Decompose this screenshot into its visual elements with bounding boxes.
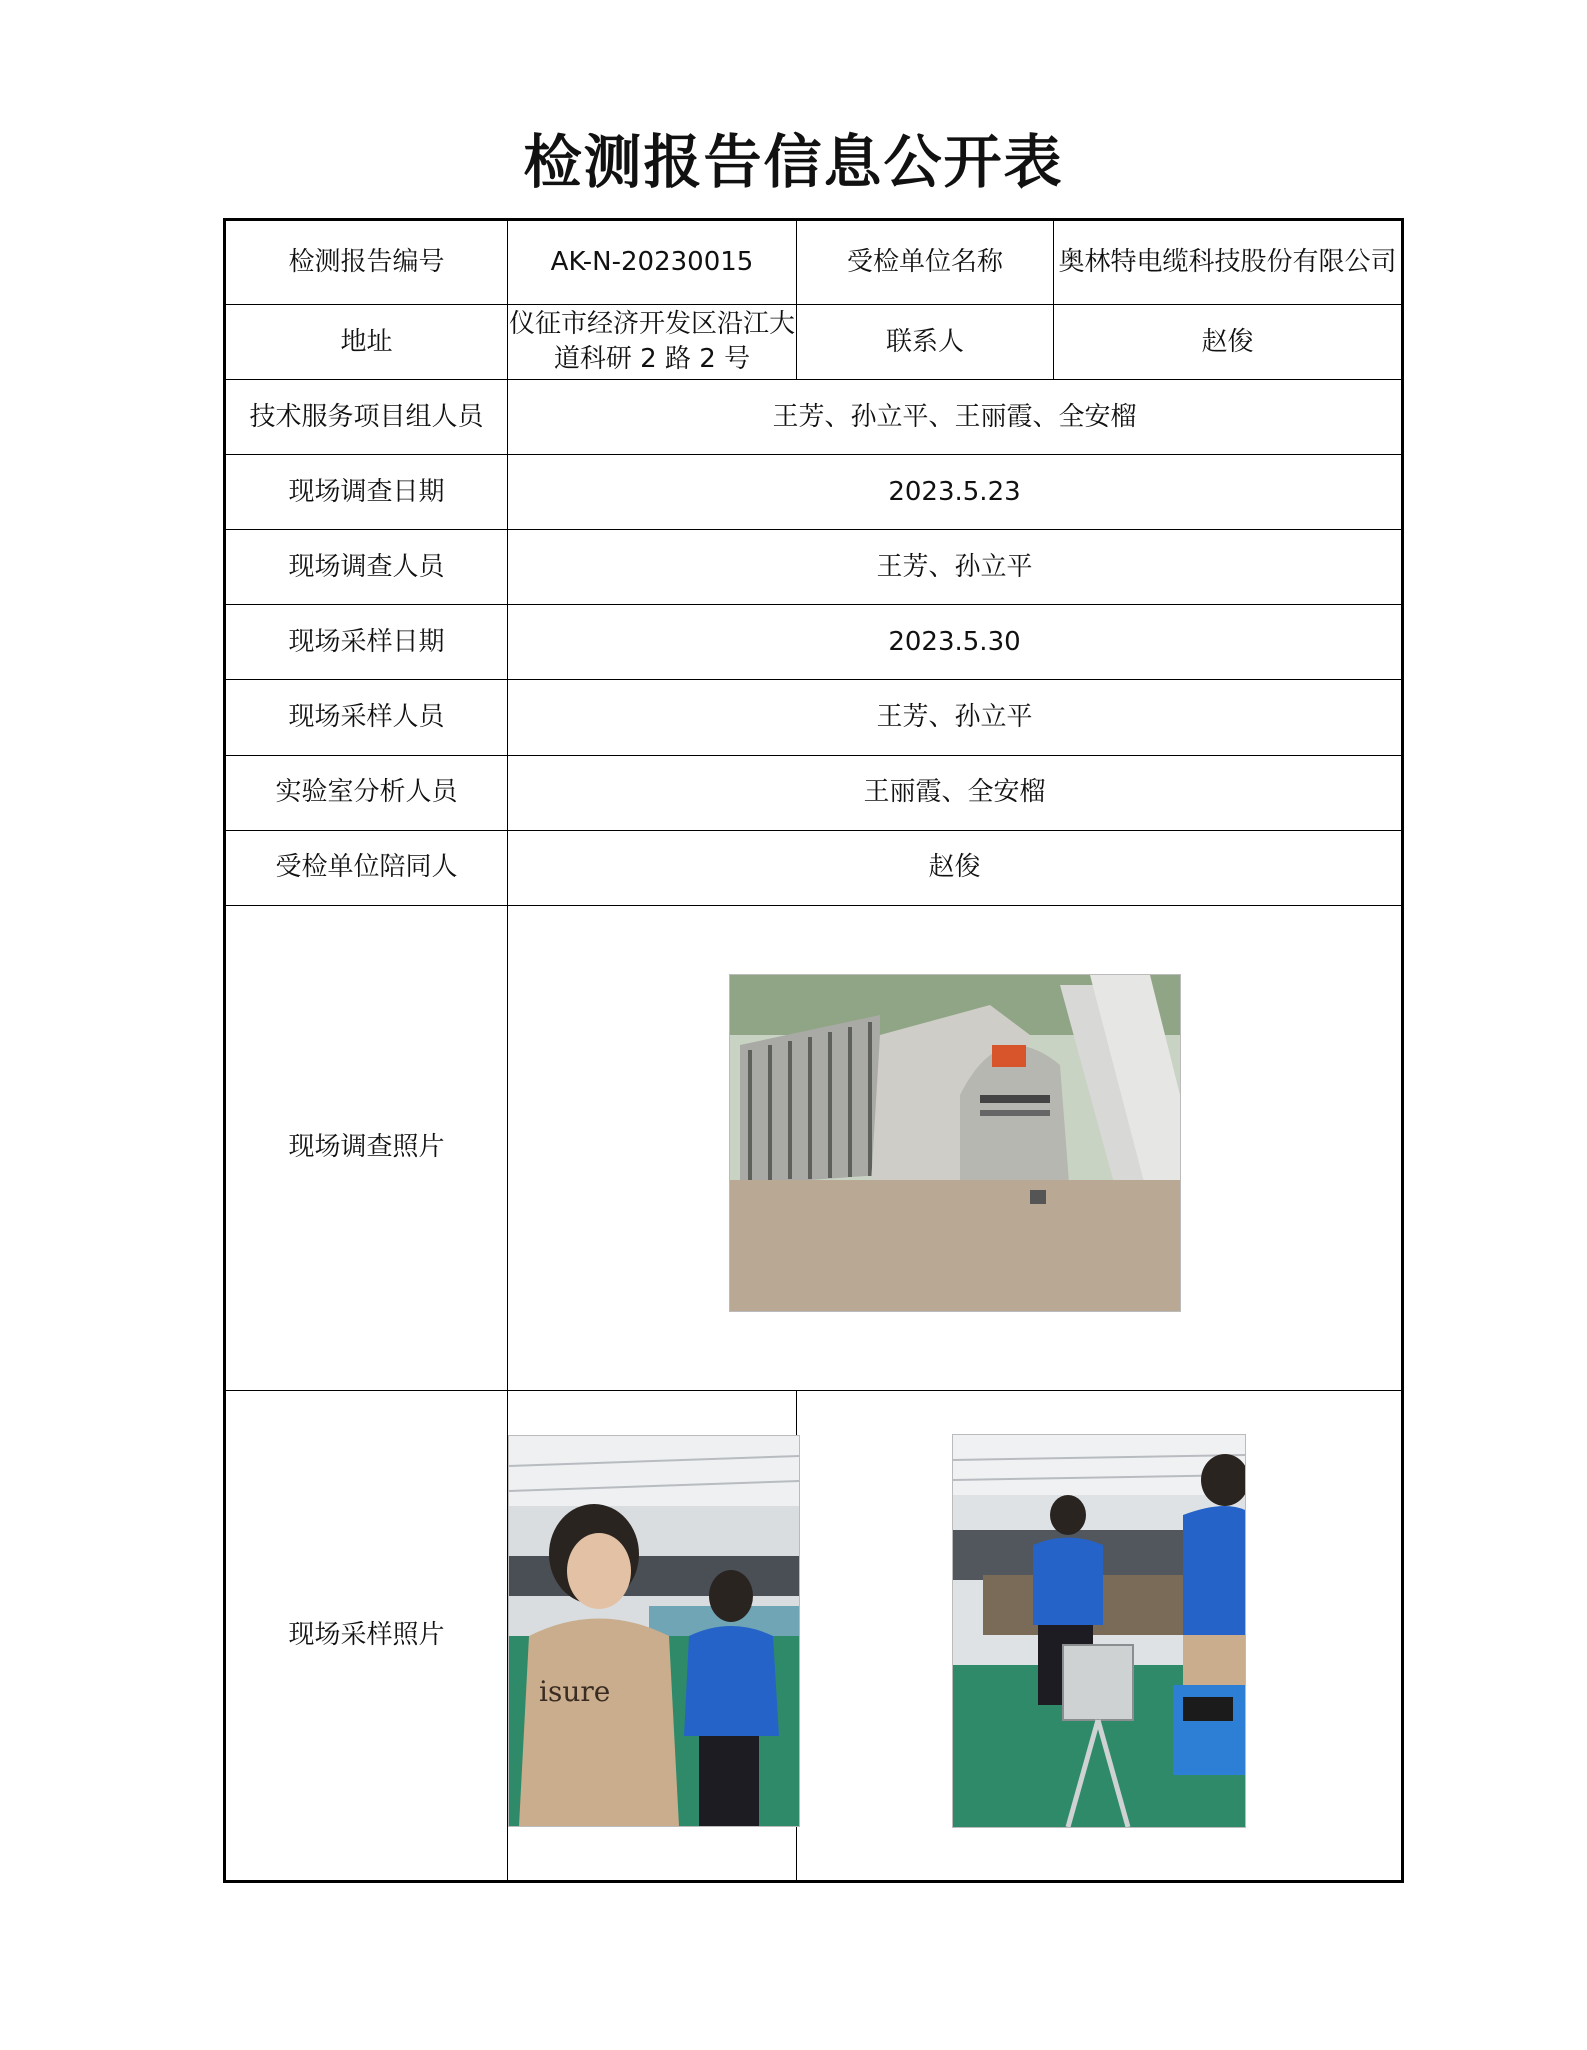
unit-name-value: 奥林特电缆科技股份有限公司 [1054, 220, 1403, 305]
row-value: 王芳、孙立平、王丽霞、全安榴 [508, 380, 1403, 455]
address-value: 仪征市经济开发区沿江大道科研 2 路 2 号 [508, 305, 797, 380]
table-row [225, 605, 1403, 680]
row-label: 现场调查人员 [225, 530, 508, 605]
contact-value: 赵俊 [1054, 305, 1403, 380]
survey-photo-cell [508, 905, 1403, 1391]
row-value: 2023.5.23 [508, 455, 1403, 530]
survey-photo-gate-image [729, 974, 1181, 1312]
page-title: 检测报告信息公开表 [523, 128, 1064, 196]
row-label: 实验室分析人员 [225, 755, 508, 830]
unit-name-label: 受检单位名称 [797, 220, 1054, 305]
sampling-photo-2-graphic [953, 1435, 1245, 1827]
row-label: 技术服务项目组人员 [225, 380, 508, 455]
table-row [225, 830, 1403, 905]
table-row [225, 755, 1403, 830]
row-value: 2023.5.30 [508, 605, 1403, 680]
table-row [225, 680, 1403, 755]
table-row [225, 380, 1403, 455]
row-label: 受检单位陪同人 [225, 830, 508, 905]
row-value: 王丽霞、全安榴 [508, 755, 1403, 830]
survey-photo-label: 现场调查照片 [225, 905, 508, 1391]
row-label: 现场调查日期 [225, 455, 508, 530]
report-table [223, 218, 1404, 1883]
survey-photo-graphic [730, 975, 1180, 1311]
report-no-label: 检测报告编号 [225, 220, 508, 305]
row-value: 赵俊 [508, 830, 1403, 905]
row-value: 王芳、孙立平 [508, 680, 1403, 755]
table-row [225, 220, 1403, 305]
table-row [225, 305, 1403, 380]
table-row [225, 455, 1403, 530]
sampling-photo-2-image [952, 1434, 1246, 1828]
sampling-photo-1-image [508, 1435, 800, 1827]
row-value: 王芳、孙立平 [508, 530, 1403, 605]
svg-text:isure: isure [539, 1674, 611, 1708]
sampling-photo-cell-2 [797, 1391, 1403, 1882]
table-row [225, 905, 1403, 1391]
table-row [225, 1391, 1403, 1882]
row-label: 现场采样日期 [225, 605, 508, 680]
sampling-photo-1-graphic [509, 1436, 799, 1826]
row-label: 现场采样人员 [225, 680, 508, 755]
sampling-photo-cell-1 [508, 1391, 797, 1882]
contact-label: 联系人 [797, 305, 1054, 380]
sampling-photo-label: 现场采样照片 [225, 1391, 508, 1882]
address-label: 地址 [225, 305, 508, 380]
report-no-value: AK-N-20230015 [508, 220, 797, 305]
table-row [225, 530, 1403, 605]
